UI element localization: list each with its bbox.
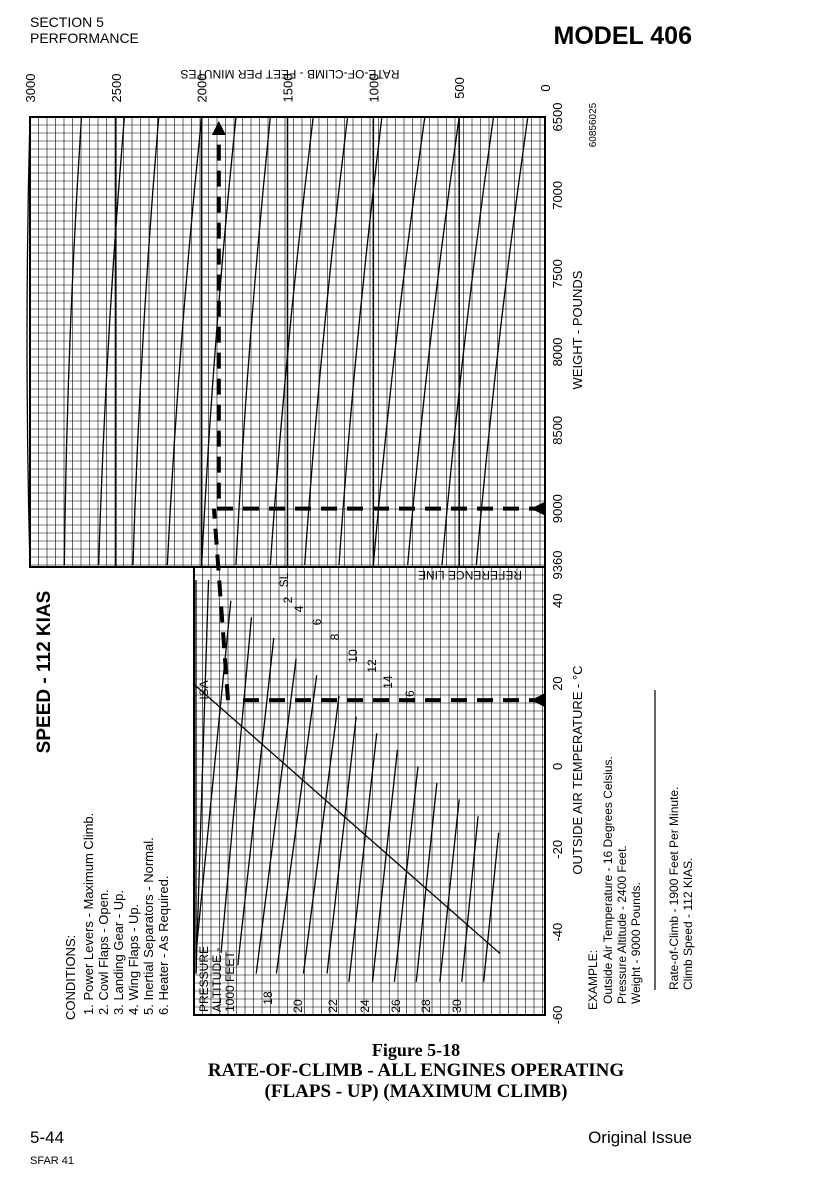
temperature-tick--60: -60 [550, 1005, 565, 1025]
rate-tick-2000: 2000 [194, 73, 210, 103]
altitude-label-30: 30 [450, 999, 464, 1013]
condition-item-3: 3. Landing Gear - Up. [111, 889, 126, 1015]
altitude-title-2: ALTITUDE - [210, 947, 224, 1012]
altitude-line-28 [462, 816, 478, 982]
weight-tick-6500: 6500 [550, 102, 565, 132]
altitude-label-14: 14 [381, 675, 395, 689]
reference-line-label: REFERENCE LINE [417, 568, 523, 582]
weight-tick-7000: 7000 [550, 180, 565, 210]
page-number: 5-44 [30, 1128, 65, 1147]
weight-axis-title: WEIGHT - POUNDS [570, 270, 585, 390]
rate-tick-1000: 1000 [366, 73, 382, 103]
altitude-label-16: 16 [403, 690, 417, 704]
altitude-label-10: 10 [346, 649, 360, 663]
isa-line [193, 684, 500, 954]
weight-tick-9000: 9000 [550, 494, 565, 524]
altitude-lines [193, 580, 500, 982]
sfar-label: SFAR 41 [30, 1155, 75, 1167]
altitude-line-26 [440, 800, 459, 982]
example-line-2: Pressure Altitude - 2400 Feet. [615, 845, 629, 1004]
temperature-tick-20: 20 [550, 676, 565, 691]
condition-item-2: 2. Cowl Flaps - Open. [96, 889, 111, 1015]
weight-tick-8500: 8500 [550, 415, 565, 445]
rate-tick-1500: 1500 [280, 73, 296, 103]
altitude-label-22: 22 [326, 999, 340, 1013]
altitude-line-12 [276, 675, 316, 973]
altitude-title-3: 1000 FEET [223, 951, 237, 1012]
rate-axis-title: RATE-OF-CLIMB - FEET PER MINUTES [180, 67, 400, 81]
altitude-label-SL: SL [277, 572, 291, 588]
section-title: PERFORMANCE [30, 30, 139, 46]
weight-panel-grid [30, 117, 545, 567]
altitude-label-26: 26 [389, 999, 403, 1013]
weight-tick-7500: 7500 [550, 259, 565, 289]
temperature-axis-title: OUTSIDE AIR TEMPERATURE - °C [570, 665, 585, 875]
condition-item-1: 1. Power Levers - Maximum Climb. [81, 812, 96, 1015]
altitude-label-28: 28 [419, 999, 433, 1013]
conditions-title: CONDITIONS: [63, 934, 78, 1020]
rate-tick-3000: 3000 [23, 73, 38, 103]
example-title: EXAMPLE: [586, 949, 600, 1010]
altitude-title-1: PRESSURE [197, 945, 211, 1012]
issue-label: Original Issue [588, 1128, 692, 1147]
altitude-label-8: 8 [328, 633, 342, 641]
temperature-tick--20: -20 [550, 839, 565, 859]
isa-label: ISA [197, 680, 211, 700]
altitude-line-20 [373, 750, 398, 982]
figure-id: 60856025 [588, 102, 599, 148]
example-line-1: Outside Air Temperature - 16 Degrees Celsius. [601, 756, 615, 1004]
temperature-tick-0: 0 [550, 762, 565, 771]
condition-item-4: 4. Wing Flaps - Up. [126, 903, 141, 1015]
rate-tick-2500: 2500 [108, 73, 124, 103]
rate-tick-0: 0 [538, 84, 553, 92]
condition-item-5: 5. Inertial Separators - Normal. [141, 837, 156, 1015]
model-title: MODEL 406 [553, 22, 692, 50]
weight-tick-9360: 9360 [550, 550, 565, 580]
temperature-tick--40: -40 [550, 922, 565, 942]
altitude-label-24: 24 [358, 999, 372, 1013]
altitude-label-4: 4 [292, 605, 306, 613]
example-result-2: Climb Speed - 112 KIAS. [681, 857, 695, 990]
speed-label: SPEED - 112 KIAS [34, 590, 55, 754]
example-arrowhead-2 [531, 502, 545, 516]
figure-caption-line-2: (FLAPS - UP) (MAXIMUM CLIMB) [264, 1081, 568, 1102]
figure-caption-line-1: RATE-OF-CLIMB - ALL ENGINES OPERATING [207, 1060, 625, 1081]
example-arrowhead-rate [212, 121, 226, 135]
altitude-label-2: 2 [281, 596, 295, 604]
altitude-label-18: 18 [261, 991, 275, 1005]
altitude-label-20: 20 [291, 999, 305, 1013]
altitude-label-12: 12 [365, 659, 379, 673]
weight-tick-8000: 8000 [550, 337, 565, 367]
condition-item-6: 6. Heater - As Required. [156, 875, 171, 1015]
figure-number: Figure 5-18 [371, 1040, 461, 1060]
example-arrow-altitude [214, 509, 228, 701]
section-number: SECTION 5 [30, 14, 104, 30]
temperature-tick-40: 40 [550, 593, 565, 608]
example-line-3: Weight - 9000 Pounds. [629, 882, 643, 1004]
rate-tick-500: 500 [452, 77, 468, 99]
example-result-1: Rate-of-Climb - 1900 Feet Per Minute. [667, 786, 681, 990]
altitude-label-6: 6 [310, 618, 324, 626]
